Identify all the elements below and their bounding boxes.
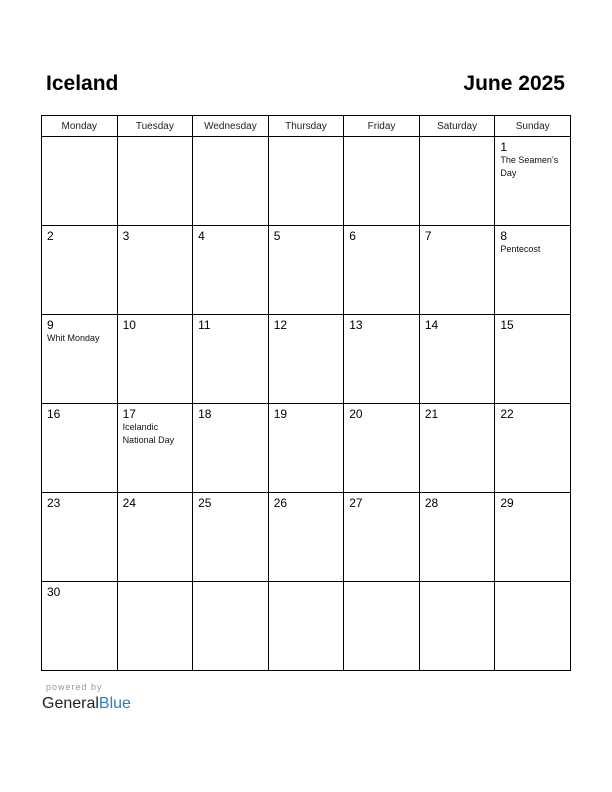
day-cell-content [495, 315, 570, 400]
day-cell [495, 582, 571, 671]
day-cell-content [420, 226, 495, 311]
day-cell-content [193, 315, 268, 400]
day-cell-content [495, 404, 570, 489]
day-cell [193, 582, 269, 671]
day-cell-content [42, 582, 117, 667]
day-number: 6 [349, 229, 356, 243]
day-cell [268, 493, 344, 582]
day-cell [268, 137, 344, 226]
day-cell [495, 226, 571, 315]
day-number: 20 [349, 407, 363, 421]
day-number: 2 [47, 229, 54, 243]
day-cell-content [193, 226, 268, 311]
day-cell [495, 137, 571, 226]
day-number: 9 [47, 318, 54, 332]
day-cell [495, 315, 571, 404]
day-cell [268, 315, 344, 404]
day-cell-content [269, 404, 344, 489]
day-cell [117, 226, 193, 315]
day-cell [419, 404, 495, 493]
day-number: 27 [349, 496, 363, 510]
day-cell [117, 404, 193, 493]
weekday-thursday: Thursday [268, 116, 344, 137]
day-cell [193, 493, 269, 582]
day-cell-content [495, 582, 570, 667]
day-number: 1 [500, 140, 508, 154]
day-cell [495, 404, 571, 493]
day-cell-content [344, 226, 419, 311]
day-cell [193, 404, 269, 493]
day-cell [42, 582, 118, 671]
day-cell [117, 493, 193, 582]
day-cell-content [344, 404, 419, 489]
day-number: 29 [500, 496, 514, 510]
day-cell [42, 404, 118, 493]
day-number: 17 [122, 407, 136, 421]
day-cell-content [269, 226, 344, 311]
day-cell [419, 315, 495, 404]
day-cell [117, 582, 193, 671]
week-row [42, 226, 571, 315]
day-cell-content [420, 404, 495, 489]
day-cell [42, 493, 118, 582]
weekday-tuesday: Tuesday [117, 116, 193, 137]
brand-general: General [42, 695, 99, 712]
powered-by-label: powered by [46, 682, 103, 692]
day-cell-content [495, 226, 570, 311]
day-number: 7 [424, 229, 432, 243]
day-cell [193, 137, 269, 226]
week-row [42, 493, 571, 582]
day-cell-content [118, 226, 193, 311]
day-cell-content [269, 137, 344, 222]
day-cell-content [495, 493, 570, 578]
day-cell-content [420, 137, 495, 222]
holiday-label: Icelandic National Day [122, 422, 175, 445]
generalblue-logo [42, 694, 131, 714]
day-cell-content [344, 493, 419, 578]
day-cell-content [42, 404, 117, 489]
day-cell-content [193, 582, 268, 667]
day-number: 14 [424, 318, 439, 332]
day-number: 11 [198, 318, 211, 332]
day-cell-content [495, 137, 570, 222]
day-cell-content [118, 582, 193, 667]
country-title: Iceland [46, 72, 119, 95]
day-number: 5 [273, 229, 281, 243]
week-row [42, 404, 571, 493]
day-cell [419, 582, 495, 671]
day-cell [42, 315, 118, 404]
week-row [42, 582, 571, 671]
day-number: 4 [198, 229, 205, 243]
weekday-saturday: Saturday [419, 116, 495, 137]
brand-blue: Blue [98, 695, 131, 712]
holiday-label: The Seamen’s Day [500, 155, 559, 178]
day-cell [495, 493, 571, 582]
day-cell-content [344, 137, 419, 222]
day-number: 23 [47, 496, 61, 510]
day-cell-content [193, 493, 268, 578]
day-cell [419, 226, 495, 315]
calendar-body [42, 137, 571, 671]
weekday-sunday: Sunday [495, 116, 571, 137]
day-cell-content [42, 226, 117, 311]
day-number: 21 [424, 407, 439, 421]
day-cell [268, 582, 344, 671]
weekday-friday: Friday [344, 116, 420, 137]
day-cell-content [118, 404, 193, 489]
day-cell [344, 493, 420, 582]
day-number: 8 [500, 229, 508, 243]
day-cell [268, 404, 344, 493]
day-cell-content [420, 582, 495, 667]
day-cell [344, 582, 420, 671]
day-cell-content [269, 315, 344, 400]
day-number: 22 [500, 407, 514, 421]
day-cell [42, 137, 118, 226]
day-cell [344, 315, 420, 404]
holiday-label: Pentecost [500, 244, 541, 254]
week-row [42, 137, 571, 226]
day-cell-content [42, 493, 117, 578]
day-cell-content [193, 137, 268, 222]
month-title: June 2025 [463, 72, 565, 95]
day-number: 12 [273, 318, 288, 332]
holiday-label: Whit Monday [47, 333, 100, 343]
day-number: 10 [122, 318, 136, 332]
week-row [42, 315, 571, 404]
calendar-grid [41, 115, 571, 671]
day-cell-content [420, 493, 495, 578]
day-cell [42, 226, 118, 315]
day-cell-content [118, 137, 193, 222]
day-number: 24 [122, 496, 136, 510]
day-number: 19 [273, 407, 288, 421]
day-cell [344, 137, 420, 226]
weekday-monday: Monday [42, 116, 118, 137]
day-cell [193, 226, 269, 315]
day-cell-content [269, 493, 344, 578]
day-cell [117, 315, 193, 404]
day-number: 3 [122, 229, 130, 243]
day-number: 13 [349, 318, 363, 332]
day-cell-content [42, 137, 117, 222]
day-cell-content [269, 582, 344, 667]
weekday-header-row [42, 116, 571, 137]
day-number: 26 [273, 496, 288, 510]
day-number: 25 [198, 496, 212, 510]
day-cell-content [118, 493, 193, 578]
day-cell [117, 137, 193, 226]
day-number: 18 [198, 407, 212, 421]
day-cell-content [118, 315, 193, 400]
day-cell-content [42, 315, 117, 400]
day-cell-content [420, 315, 495, 400]
day-number: 16 [47, 407, 61, 421]
day-number: 28 [424, 496, 439, 510]
day-cell [193, 315, 269, 404]
day-cell [344, 404, 420, 493]
day-cell-content [344, 582, 419, 667]
day-cell [344, 226, 420, 315]
day-cell-content [193, 404, 268, 489]
day-cell [419, 493, 495, 582]
day-number: 30 [47, 585, 61, 599]
weekday-wednesday: Wednesday [193, 116, 269, 137]
day-cell [419, 137, 495, 226]
day-cell-content [344, 315, 419, 400]
day-number: 15 [500, 318, 514, 332]
day-cell [268, 226, 344, 315]
